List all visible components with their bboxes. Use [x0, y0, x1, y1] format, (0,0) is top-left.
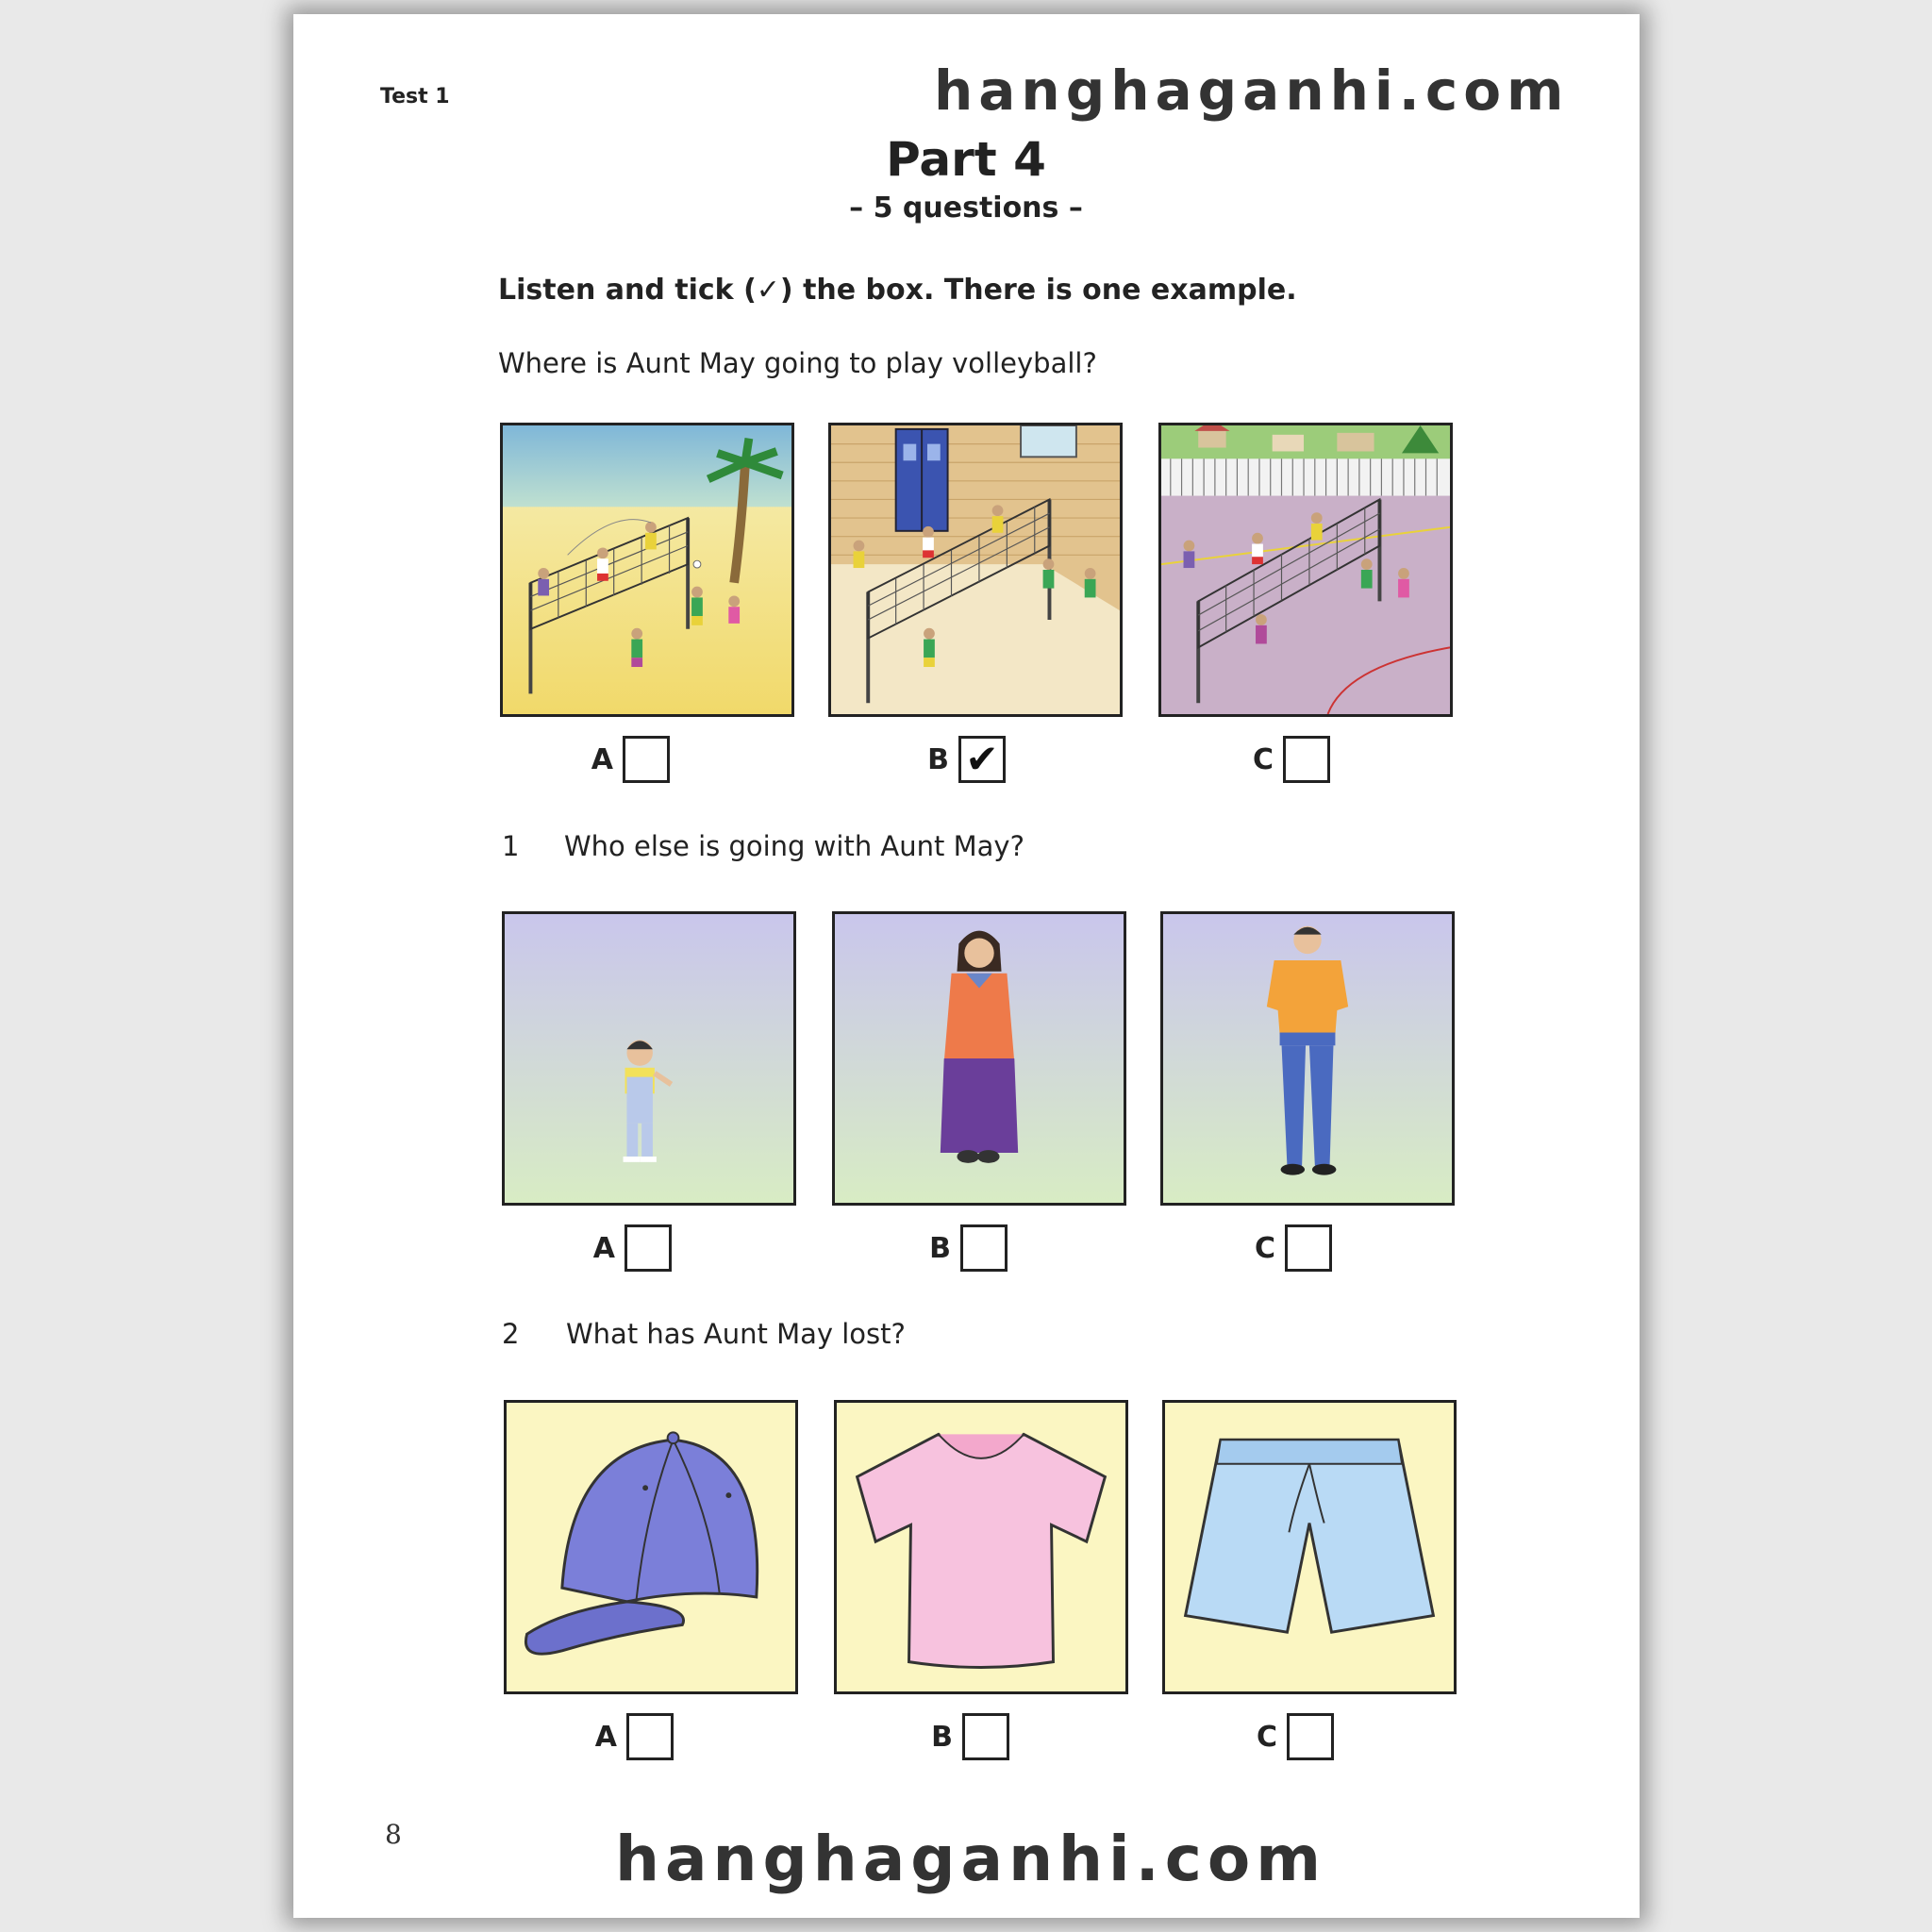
page-title: Part 4 [886, 132, 1046, 187]
example-picture-b-school-hall [828, 423, 1123, 717]
tick-box[interactable] [962, 1713, 1009, 1760]
question-1-picture-c-man [1160, 911, 1455, 1206]
question-2-option-a[interactable] [591, 1713, 674, 1760]
page-subtitle: – 5 questions – [849, 192, 1083, 225]
option-letter: A [594, 1720, 617, 1754]
instruction-text: Listen and tick (✓) the box. There is one example. [498, 274, 1297, 307]
man-illustration [1163, 914, 1452, 1203]
question-2-picture-c-shorts [1162, 1400, 1457, 1694]
example-option-a[interactable] [587, 736, 670, 783]
question-1-option-c[interactable] [1249, 1224, 1332, 1272]
question-2-text: What has Aunt May lost? [566, 1318, 906, 1350]
question-1-option-b[interactable] [924, 1224, 1008, 1272]
question-2-option-c[interactable] [1251, 1713, 1334, 1760]
question-1-text: Who else is going with Aunt May? [564, 830, 1024, 862]
question-2-option-b[interactable] [926, 1713, 1009, 1760]
option-letter: B [929, 1231, 951, 1265]
tick-box[interactable] [960, 1224, 1008, 1272]
woman-illustration [835, 914, 1124, 1203]
example-option-b[interactable] [923, 736, 1006, 783]
question-1-picture-a-little-boy [502, 911, 796, 1206]
example-picture-a-beach [500, 423, 794, 717]
beach-volleyball-illustration [503, 425, 791, 714]
option-letter: A [591, 742, 613, 776]
tick-box[interactable] [625, 1224, 672, 1272]
indoor-volleyball-illustration [831, 425, 1120, 714]
question-1-option-a[interactable] [589, 1224, 672, 1272]
question-1-picture-b-woman [832, 911, 1126, 1206]
page-number: 8 [385, 1819, 402, 1850]
tick-box[interactable] [623, 736, 670, 783]
little-boy-illustration [505, 914, 793, 1203]
watermark-top: hanghaganhi.com [934, 58, 1570, 123]
tick-box[interactable] [1283, 736, 1330, 783]
question-2-picture-a-cap [504, 1400, 798, 1694]
shorts-illustration [1165, 1403, 1454, 1691]
watermark-bottom: hanghaganhi.com [615, 1823, 1326, 1895]
question-2-picture-b-t-shirt [834, 1400, 1128, 1694]
test-label: Test 1 [380, 85, 450, 108]
question-2-number: 2 [502, 1318, 520, 1350]
tick-box[interactable] [1287, 1713, 1334, 1760]
example-option-c[interactable] [1247, 736, 1330, 783]
option-letter: C [1254, 1231, 1275, 1265]
cap-illustration [507, 1403, 795, 1691]
tick-box[interactable] [1285, 1224, 1332, 1272]
outdoor-court-volleyball-illustration [1161, 425, 1450, 714]
example-question: Where is Aunt May going to play volleyball? [498, 347, 1097, 379]
tick-box[interactable] [626, 1713, 674, 1760]
t-shirt-illustration [837, 1403, 1125, 1691]
option-letter: C [1252, 742, 1274, 776]
example-picture-c-playground [1158, 423, 1453, 717]
option-letter: B [927, 742, 949, 776]
tick-box-checked[interactable]: ✔ [958, 736, 1006, 783]
question-1-number: 1 [502, 830, 520, 862]
option-letter: B [931, 1720, 953, 1754]
option-letter: A [592, 1231, 615, 1265]
option-letter: C [1256, 1720, 1277, 1754]
